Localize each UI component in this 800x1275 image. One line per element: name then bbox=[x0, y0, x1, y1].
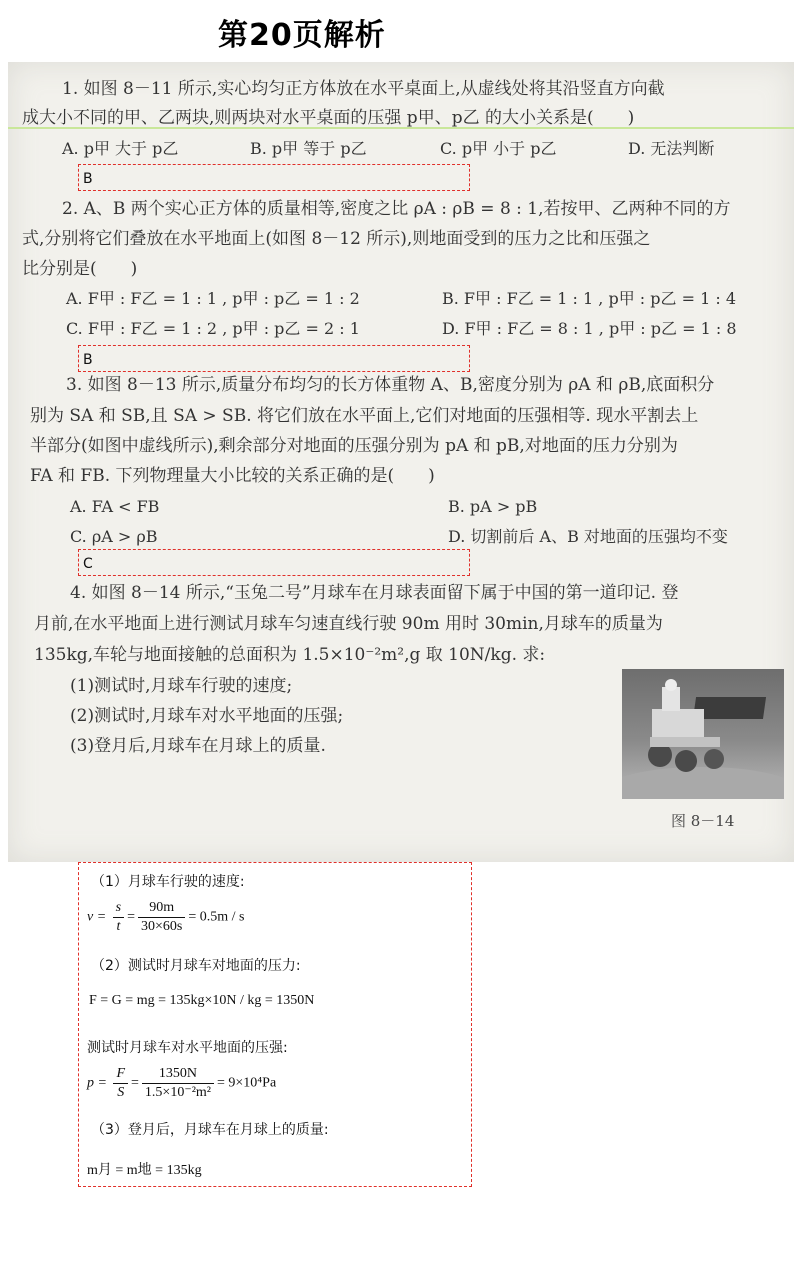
force-equation: F = G = mg = 135kg×10N / kg = 1350N bbox=[89, 993, 315, 1008]
q4-stem-line2: 月前,在水平地面上进行测试月球车匀速直线行驶 90m 用时 30min,月球车的质量为 bbox=[34, 614, 663, 634]
velocity-t: t bbox=[116, 919, 121, 934]
velocity-result: = 0.5m / s bbox=[188, 909, 245, 925]
pressure-numerator: 1350N bbox=[142, 1065, 214, 1084]
velocity-denominator: 30×60s bbox=[141, 919, 183, 934]
velocity-equation: v = $\frac{s}{t}$ = $\frac{90m}{30\times 60s}$ = 0.5m / s bbox=[87, 900, 245, 934]
velocity-numerator: 90m bbox=[138, 899, 185, 918]
solution-heading-1: （1）月球车行驶的速度: bbox=[91, 874, 245, 890]
q1-option-d: D. 无法判断 bbox=[628, 139, 715, 158]
q2-option-a: A. F甲 : F乙 = 1 : 1 , p甲 : p乙 = 1 : 2 bbox=[66, 289, 360, 308]
solution-heading-4: （3）登月后，月球车在月球上的质量: bbox=[91, 1122, 329, 1138]
pressure-S: S bbox=[117, 1085, 125, 1100]
q1-option-a: A. p甲 大于 p乙 bbox=[62, 139, 179, 158]
q3-option-b: B. pA > pB bbox=[448, 497, 538, 516]
q4-sub-2: (2)测试时,月球车对水平地面的压强; bbox=[70, 706, 344, 726]
solution-heading-3: 测试时月球车对水平地面的压强: bbox=[87, 1040, 288, 1056]
q2-option-c: C. F甲 : F乙 = 1 : 2 , p甲 : p乙 = 2 : 1 bbox=[66, 319, 360, 338]
q1-option-c: C. p甲 小于 p乙 bbox=[440, 139, 557, 158]
velocity-lhs: v = bbox=[87, 909, 110, 925]
q2-option-b: B. F甲 : F乙 = 1 : 1 , p甲 : p乙 = 1 : 4 bbox=[442, 289, 737, 308]
q1-stem-line1: 1. 如图 8－11 所示,实心均匀正方体放在水平桌面上,从虚线处将其沿竖直方向截 bbox=[62, 79, 665, 99]
q3-answer-box: C bbox=[78, 549, 470, 576]
pressure-denominator: 1.5×10⁻²m² bbox=[144, 1085, 211, 1100]
solution-box bbox=[78, 862, 472, 1187]
q2-option-d: D. F甲 : F乙 = 8 : 1 , p甲 : p乙 = 1 : 8 bbox=[442, 319, 737, 338]
q3-option-d: D. 切割前后 A、B 对地面的压强均不变 bbox=[448, 527, 728, 546]
q3-stem-line4: FA 和 FB. 下列物理量大小比较的关系正确的是( ) bbox=[30, 466, 435, 486]
q4-stem-line3: 135kg,车轮与地面接触的总面积为 1.5×10⁻²m²,g 取 10N/kg. 求: bbox=[34, 645, 546, 665]
pressure-F: F bbox=[113, 1065, 128, 1084]
q4-sub-1: (1)测试时,月球车行驶的速度; bbox=[70, 676, 293, 696]
q3-stem-line2: 别为 SA 和 SB,且 SA > SB. 将它们放在水平面上,它们对地面的压强相等. 现水平割去上 bbox=[30, 406, 699, 426]
solution-heading-2: （2）测试时月球车对地面的压力: bbox=[91, 958, 301, 974]
lunar-rover-photo bbox=[622, 669, 784, 799]
pressure-result: = 9×10⁴Pa bbox=[217, 1075, 277, 1091]
q3-stem-line1: 3. 如图 8－13 所示,质量分布均匀的长方体重物 A、B,密度分别为 ρA 和 ρB,底面积分 bbox=[66, 375, 715, 395]
q1-answer-box: B bbox=[78, 164, 470, 191]
q2-stem-line1: 2. A、B 两个实心正方体的质量相等,密度之比 ρA : ρB = 8 : 1,若按甲、乙两种不同的方 bbox=[62, 199, 731, 219]
pressure-lhs: p = bbox=[87, 1075, 111, 1091]
q2-answer-box: B bbox=[78, 345, 470, 372]
page-title: 第20页解析 bbox=[218, 18, 386, 53]
pressure-equation: p = $\frac{F}{S}$ = $\frac{1350N}{\text{1.5×10⁻²m²}}$ = 9×10⁴Pa bbox=[87, 1066, 277, 1100]
q3-option-c: C. ρA > ρB bbox=[70, 527, 158, 546]
figure-caption: 图 8－14 bbox=[671, 812, 735, 830]
q4-stem-line1: 4. 如图 8－14 所示,“玉兔二号”月球车在月球表面留下属于中国的第一道印记. 登 bbox=[70, 583, 679, 603]
q3-stem-line3: 半部分(如图中虚线所示),剩余部分对地面的压强分别为 pA 和 pB,对地面的压力分别为 bbox=[30, 436, 678, 456]
velocity-s: s bbox=[113, 899, 124, 918]
q2-stem-line3: 比分别是( ) bbox=[22, 259, 138, 279]
q1-option-b: B. p甲 等于 p乙 bbox=[250, 139, 367, 158]
q3-option-a: A. FA < FB bbox=[70, 497, 160, 516]
q1-stem-line2: 成大小不同的甲、乙两块,则两块对水平桌面的压强 p甲、p乙 的大小关系是( ) bbox=[22, 108, 635, 128]
q2-stem-line2: 式,分别将它们叠放在水平地面上(如图 8－12 所示),则地面受到的压力之比和压强之 bbox=[22, 229, 651, 249]
mass-equation: m月 = m地 = 135kg bbox=[87, 1163, 202, 1178]
q4-sub-3: (3)登月后,月球车在月球上的质量. bbox=[70, 736, 326, 756]
